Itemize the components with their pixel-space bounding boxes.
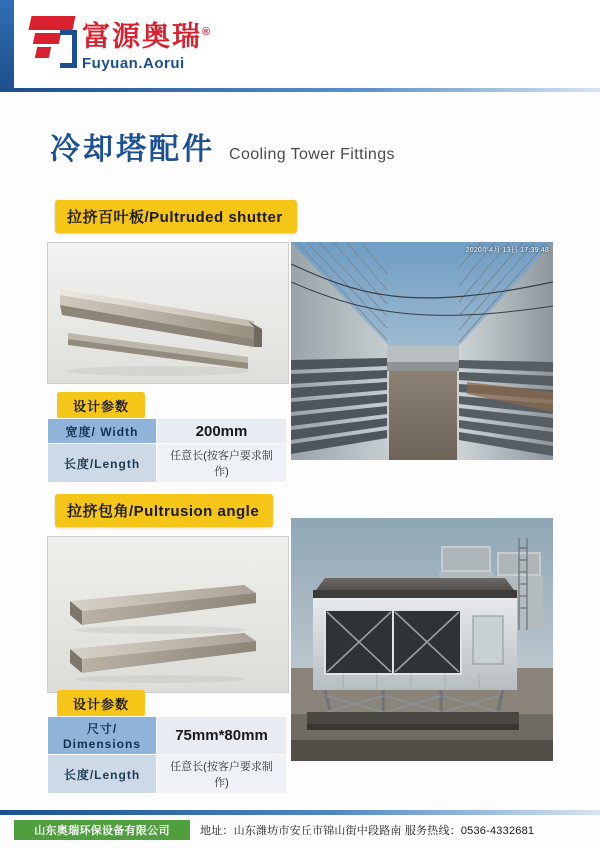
table-row <box>48 755 287 794</box>
param-value-width: 200mm <box>157 419 287 444</box>
section-2-tag-en: Pultrusion angle <box>133 503 260 520</box>
table-row <box>48 717 287 755</box>
param-table-angle <box>47 716 287 794</box>
section-1-tag-en: Pultruded shutter <box>149 209 283 226</box>
shutter-illustration <box>48 243 288 383</box>
product-photo-shutter <box>47 242 289 384</box>
page-title-en: Cooling Tower Fittings <box>229 146 395 163</box>
page-header <box>0 0 600 92</box>
param-value-dimensions: 75mm*80mm <box>157 717 287 755</box>
param-key-width: 宽度/ Width <box>48 419 157 444</box>
section-1-tag <box>55 200 297 233</box>
logo-english-name: Fuyuan.Aorui <box>82 55 185 73</box>
site-photo-angle <box>291 518 553 761</box>
cooling-tower-corridor-photo <box>291 242 553 460</box>
design-params-tag-2: 设计参数 <box>57 690 145 717</box>
table-row <box>48 444 287 483</box>
product-photo-angle <box>47 536 289 693</box>
angle-illustration <box>48 537 288 692</box>
param-key-length-2: 长度/Length <box>48 755 157 794</box>
section-2-tag <box>55 494 273 527</box>
cooling-tower-unit-photo <box>291 518 553 761</box>
page-footer <box>0 804 600 848</box>
registered-mark-icon: ® <box>202 26 213 38</box>
section-2-tag-cn: 拉挤包角/ <box>67 503 134 520</box>
logo-chinese-text: 富源奥瑞 <box>82 20 203 52</box>
photo-timestamp: 2020年4月 13日 17:39:48 <box>465 247 549 254</box>
footer-divider <box>0 810 600 815</box>
param-value-length: 任意长(按客户要求制作) <box>157 444 287 483</box>
section-1-tag-cn: 拉挤百叶板/ <box>67 209 150 226</box>
footer-address: 地址：山东潍坊市安丘市锦山街中段路南 服务热线：0536-4332681 <box>200 825 535 837</box>
param-value-length-2: 任意长(按客户要求制作) <box>157 755 287 794</box>
site-photo-shutter <box>291 242 553 460</box>
footer-company: 山东奥瑞环保设备有限公司 <box>14 820 190 840</box>
param-table-shutter <box>47 418 287 483</box>
header-divider <box>14 88 600 92</box>
header-accent-bar <box>0 0 14 92</box>
logo-mark-icon <box>30 16 74 60</box>
table-row <box>48 419 287 444</box>
logo-chinese-name <box>82 16 212 52</box>
param-key-length: 长度/Length <box>48 444 157 483</box>
param-key-dimensions: 尺寸/ Dimensions <box>48 717 157 755</box>
design-params-tag-1: 设计参数 <box>57 392 145 419</box>
page-title-cn: 冷却塔配件 <box>50 133 215 166</box>
company-logo <box>30 16 212 74</box>
page-title <box>50 124 395 168</box>
